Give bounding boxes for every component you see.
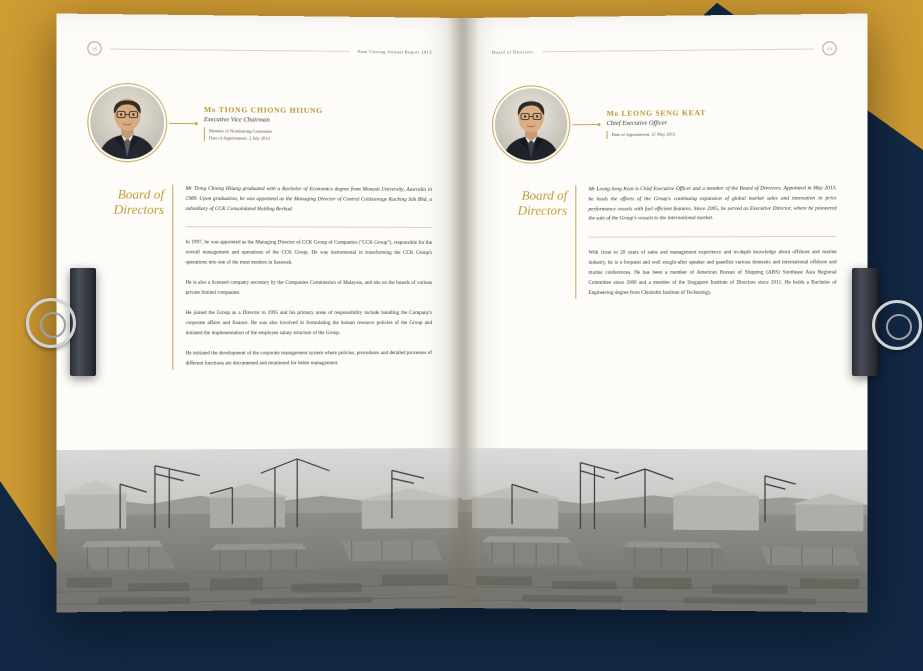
right-page-header bbox=[492, 40, 837, 59]
left-person-meta bbox=[204, 127, 323, 142]
left-section-title-line2: Directors bbox=[113, 201, 165, 218]
right-person-role: Chief Executive Officer bbox=[606, 119, 668, 128]
right-person-name: Mr LEONG SENG KEAT bbox=[606, 108, 707, 119]
right-paragraph-0: With close to 20 years of sales and management experience and in-depth knowledge about offshore and marine industry, he is a frequent and well sought-after speaker and panellist various domestic and international offshore and marine conferences. He has been a member of American Bureau of Shipping (ABS) Southeast Asia Regional Committee since 2008 and a member of the Singapore Institute of Directors since 2011. He holds a Bachelor of Engineering degree from Chisholm Institute of Technology. bbox=[588, 249, 837, 296]
right-body-column bbox=[576, 184, 836, 299]
shipyard-photo-left bbox=[56, 448, 462, 612]
portrait-photo-left bbox=[90, 86, 164, 159]
avatar bbox=[87, 83, 167, 163]
right-section bbox=[492, 184, 837, 299]
left-paragraph-3: He initiated the development of the corporate management system where policies, procedures and detailed processes of different functions are documented and monitored for better management. bbox=[185, 349, 433, 367]
right-person-meta bbox=[607, 131, 706, 139]
right-header-rule bbox=[542, 48, 814, 52]
name-connector-dot bbox=[195, 122, 198, 125]
right-section-title bbox=[492, 185, 576, 298]
right-bio-header bbox=[492, 83, 837, 164]
name-connector-line bbox=[169, 122, 196, 123]
name-connector-line bbox=[572, 124, 598, 125]
left-paragraph-2: He joined the Group as a Director in 1995 and his primary areas of responsibility include handling the Company's corporate affairs and finance. He was also involved in formulating the human resource policies of the Group and initiated the implementation of the employee salary structure of the Group. bbox=[185, 309, 433, 337]
right-divider bbox=[588, 236, 836, 238]
left-page-number: 18 bbox=[87, 41, 101, 55]
right-section-title-line2: Directors bbox=[517, 202, 568, 219]
left-body-column bbox=[173, 185, 432, 370]
left-header-title: Nam Cheong Annual Report 2013 bbox=[357, 48, 433, 55]
right-page-number: 19 bbox=[822, 41, 836, 55]
portrait-photo-right bbox=[495, 88, 567, 161]
right-person-meta-0: Date of Appointment: 21 May 2013 bbox=[611, 131, 676, 138]
right-header-title: Board of Directors bbox=[491, 48, 534, 55]
name-connector-dot bbox=[597, 123, 600, 126]
binder-clip-left-arm bbox=[26, 298, 76, 348]
shipyard-photo-right bbox=[462, 448, 868, 612]
left-bio-header bbox=[87, 83, 432, 164]
left-paragraph-1: He is also a licensed company secretary by the Companies Commission of Malaysia, and sits on the boards of various private limited companies. bbox=[185, 279, 433, 296]
avatar bbox=[492, 85, 570, 164]
left-name-block bbox=[204, 105, 323, 143]
left-person-name: Mr TIONG CHIONG HIIUNG bbox=[203, 104, 323, 115]
right-section-title-line1: Board of bbox=[521, 187, 568, 203]
left-person-meta-0: Member of Nominating Committee bbox=[208, 127, 273, 134]
left-section-title-line1: Board of bbox=[117, 186, 165, 202]
right-name-block bbox=[607, 109, 706, 139]
left-paragraph-0: In 1997, he was appointed as the Managing Director of CCK Group of Companies ("CCK Group"), responsible for the overall management and operations of the CCK Group. He was instrumental in transforming the CCK Group's operations into one of the most modern in Sarawak. bbox=[185, 239, 433, 266]
left-person-meta-1: Date of Appointment: 2 July 2014 bbox=[208, 135, 270, 141]
left-page-header bbox=[87, 40, 432, 59]
right-lead-paragraph: Mr Leong Seng Keat is Chief Executive Officer and a member of the Board of Directors. Appointed in May 2013, he leads the efforts of the Group's continuing expansion of global market sales and innovation in price performance vessels with fuel efficient features. Since 2005, he served as Executive Director, where he pioneered the sale of the Group's vessels to the international market. bbox=[588, 185, 837, 222]
left-section-title bbox=[87, 184, 173, 369]
open-book-spread bbox=[62, 18, 862, 608]
left-lead-paragraph: Mr Tiong Chiong Hiiung graduated with a Bachelor of Economics degree from Monash University, Australia in 1989. Upon graduation, he was appointed as the Managing Director of Central Coldstorage Kuching Sdn Bhd, a subsidiary of CCK Consolidated Holding Berhad. bbox=[185, 185, 433, 212]
left-person-role: Executive Vice Chairman bbox=[203, 115, 270, 124]
left-section bbox=[87, 184, 432, 369]
left-header-rule bbox=[110, 48, 349, 51]
left-page bbox=[56, 14, 462, 613]
binder-clip-right-arm bbox=[872, 300, 922, 350]
left-divider bbox=[186, 227, 432, 229]
right-page bbox=[462, 14, 868, 613]
